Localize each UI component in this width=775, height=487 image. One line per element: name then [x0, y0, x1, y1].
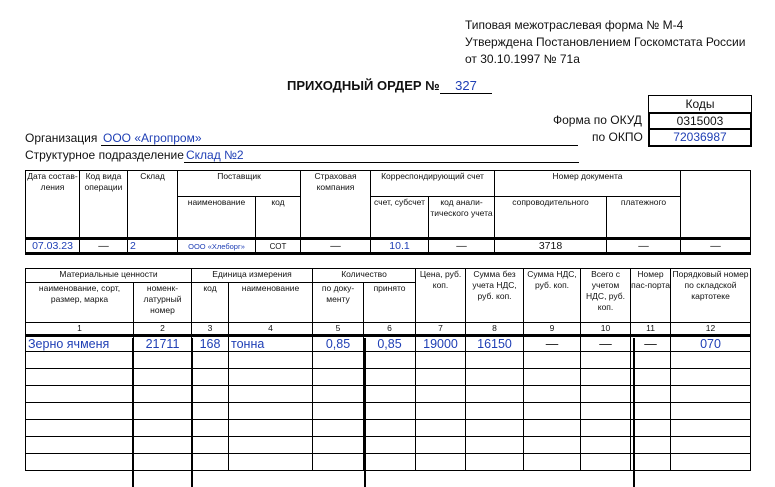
empty-cell[interactable]	[134, 369, 192, 386]
empty-cell[interactable]	[466, 437, 524, 454]
empty-cell[interactable]	[416, 352, 466, 369]
empty-cell[interactable]	[581, 420, 631, 437]
empty-cell[interactable]	[192, 386, 229, 403]
cell-corr-acc[interactable]: 10.1	[371, 239, 429, 254]
cell-date[interactable]: 07.03.23	[26, 239, 80, 254]
empty-cell[interactable]	[134, 352, 192, 369]
col-vat-header: Сумма НДС, руб. коп.	[524, 269, 581, 323]
col-unit-header: Единица измерения	[192, 269, 313, 283]
col-number: 12	[671, 323, 751, 336]
empty-cell[interactable]	[416, 386, 466, 403]
empty-cell[interactable]	[313, 369, 364, 386]
col-number: 5	[313, 323, 364, 336]
empty-cell[interactable]	[631, 437, 671, 454]
empty-cell[interactable]	[313, 386, 364, 403]
organization-field[interactable]: ООО «Агропром»	[101, 131, 578, 146]
cell-unit-code[interactable]: 168	[192, 336, 229, 352]
empty-cell[interactable]	[26, 403, 134, 420]
empty-cell[interactable]	[313, 454, 364, 471]
empty-cell[interactable]	[466, 403, 524, 420]
codes-header: Коды	[648, 95, 752, 113]
empty-cell[interactable]	[134, 420, 192, 437]
col-number: 9	[524, 323, 581, 336]
department-field[interactable]: Склад №2	[184, 148, 579, 163]
empty-cell[interactable]	[671, 386, 751, 403]
empty-cell[interactable]	[524, 403, 581, 420]
col-doc-header: Номер документа	[495, 171, 681, 197]
empty-cell[interactable]	[631, 352, 671, 369]
col-order-header: Порядковый номер по складской картотеке	[671, 269, 751, 323]
empty-cell[interactable]	[26, 437, 134, 454]
empty-cell[interactable]	[364, 403, 416, 420]
cell-store[interactable]: 2	[128, 239, 178, 254]
cell-supplier-code[interactable]: СОТ	[256, 239, 301, 254]
col-val-name-header: наименование, сорт, размер, марка	[26, 283, 134, 323]
col-number: 8	[466, 323, 524, 336]
empty-cell[interactable]	[313, 403, 364, 420]
empty-cell[interactable]	[134, 403, 192, 420]
cell-passport[interactable]: —	[631, 336, 671, 352]
page-title: ПРИХОДНЫЙ ОРДЕР №	[287, 78, 440, 93]
col-unit-name-header: наименование	[229, 283, 313, 323]
col-number: 1	[26, 323, 134, 336]
cell-doc-accomp[interactable]: 3718	[495, 239, 607, 254]
form-type-line: Типовая межотраслевая форма № М-4	[465, 18, 684, 32]
empty-cell[interactable]	[671, 369, 751, 386]
col-sum-header: Сумма без учета НДС, руб. коп.	[466, 269, 524, 323]
cell-num[interactable]: 21711	[134, 336, 192, 352]
empty-cell[interactable]	[192, 437, 229, 454]
empty-cell[interactable]	[192, 369, 229, 386]
empty-cell[interactable]	[26, 454, 134, 471]
table-row	[26, 454, 751, 471]
col-insurer-header: Страховая компания	[301, 171, 371, 239]
col-unit-code-header: код	[192, 283, 229, 323]
empty-cell[interactable]	[581, 386, 631, 403]
col-date-header: Дата состав-ления	[26, 171, 80, 239]
col-qty-acc-header: принято	[364, 283, 416, 323]
cell-insurer[interactable]: —	[301, 239, 371, 254]
empty-cell[interactable]	[364, 369, 416, 386]
col-doc-accomp-header: сопроводительного	[495, 197, 607, 239]
col-val-num-header: номенк-латурный номер	[134, 283, 192, 323]
empty-cell[interactable]	[581, 403, 631, 420]
empty-cell[interactable]	[134, 454, 192, 471]
empty-cell[interactable]	[313, 352, 364, 369]
col-number: 7	[416, 323, 466, 336]
col-supplier-header: Поставщик	[178, 171, 301, 197]
empty-cell[interactable]	[229, 454, 313, 471]
form-date-line: от 30.10.1997 № 71а	[465, 52, 580, 66]
table-row	[26, 239, 751, 254]
empty-cell[interactable]	[466, 352, 524, 369]
empty-cell[interactable]	[192, 454, 229, 471]
empty-cell[interactable]	[313, 420, 364, 437]
receipt-details-table	[25, 170, 751, 255]
col-operation-header: Код вида операции	[80, 171, 128, 239]
empty-cell[interactable]	[466, 454, 524, 471]
col-doc-pay-header: платежного	[607, 197, 681, 239]
col-extra-header	[681, 171, 751, 239]
empty-cell[interactable]	[229, 420, 313, 437]
empty-cell[interactable]	[631, 386, 671, 403]
cell-qty-doc[interactable]: 0,85	[313, 336, 364, 352]
empty-cell[interactable]	[671, 403, 751, 420]
empty-cell[interactable]	[313, 437, 364, 454]
empty-cell[interactable]	[631, 454, 671, 471]
form-approval-line: Утверждена Постановлением Госкомстата России	[465, 35, 746, 49]
empty-cell[interactable]	[524, 437, 581, 454]
cell-order[interactable]: 070	[671, 336, 751, 352]
cell-price[interactable]: 19000	[416, 336, 466, 352]
cell-unit-name[interactable]: тонна	[229, 336, 313, 352]
empty-cell[interactable]	[631, 403, 671, 420]
empty-cell[interactable]	[524, 369, 581, 386]
empty-cell[interactable]	[524, 386, 581, 403]
empty-cell[interactable]	[364, 454, 416, 471]
empty-cell[interactable]	[192, 352, 229, 369]
col-supplier-name-header: наименование	[178, 197, 256, 239]
empty-cell[interactable]	[229, 403, 313, 420]
cell-sum[interactable]: 16150	[466, 336, 524, 352]
empty-cell[interactable]	[671, 454, 751, 471]
empty-cell[interactable]	[229, 369, 313, 386]
cell-supplier-name[interactable]: ООО «Хлеборг»	[178, 239, 256, 254]
col-number: 2	[134, 323, 192, 336]
empty-cell[interactable]	[26, 352, 134, 369]
col-supplier-code-header: код	[256, 197, 301, 239]
okpo-label: по ОКПО	[592, 130, 643, 144]
order-number[interactable]: 327	[440, 78, 492, 94]
col-qty-header: Количество	[313, 269, 416, 283]
col-number: 11	[631, 323, 671, 336]
table-row	[26, 403, 751, 420]
empty-cell[interactable]	[524, 352, 581, 369]
col-number: 3	[192, 323, 229, 336]
empty-cell[interactable]	[466, 386, 524, 403]
empty-cell[interactable]	[364, 352, 416, 369]
cell-name[interactable]: Зерно ячменя	[26, 336, 134, 352]
empty-cell[interactable]	[581, 437, 631, 454]
empty-cell[interactable]	[416, 420, 466, 437]
table-row	[26, 369, 751, 386]
col-corr-acc-header: счет, субсчет	[371, 197, 429, 239]
empty-cell[interactable]	[466, 420, 524, 437]
table-row	[26, 386, 751, 403]
department-label: Структурное подразделение	[25, 148, 184, 162]
empty-cell[interactable]	[364, 386, 416, 403]
col-number: 4	[229, 323, 313, 336]
cell-corr-code[interactable]: —	[429, 239, 495, 254]
okud-code[interactable]: 0315003	[648, 112, 752, 130]
empty-cell[interactable]	[671, 437, 751, 454]
empty-cell[interactable]	[416, 369, 466, 386]
empty-cell[interactable]	[364, 437, 416, 454]
column-divider	[132, 338, 134, 487]
col-corr-header: Корреспондирующий счет	[371, 171, 495, 197]
cell-qty-acc[interactable]: 0,85	[364, 336, 416, 352]
col-values-header: Материальные ценности	[26, 269, 192, 283]
empty-cell[interactable]	[581, 369, 631, 386]
empty-cell[interactable]	[671, 352, 751, 369]
empty-cell[interactable]	[524, 454, 581, 471]
table-row	[26, 352, 751, 369]
column-divider	[364, 338, 366, 487]
empty-cell[interactable]	[524, 420, 581, 437]
col-passport-header: Номер пас-порта	[631, 269, 671, 323]
column-numbers-row	[26, 323, 751, 336]
col-price-header: Цена, руб. коп.	[416, 269, 466, 323]
cell-operation[interactable]: —	[80, 239, 128, 254]
col-total-header: Всего с учетом НДС, руб. коп.	[581, 269, 631, 323]
empty-cell[interactable]	[26, 369, 134, 386]
empty-cell[interactable]	[416, 403, 466, 420]
empty-cell[interactable]	[416, 437, 466, 454]
okud-label: Форма по ОКУД	[553, 113, 642, 127]
empty-cell[interactable]	[631, 369, 671, 386]
empty-cell[interactable]	[134, 437, 192, 454]
col-store-header: Склад	[128, 171, 178, 239]
empty-cell[interactable]	[364, 420, 416, 437]
cell-doc-pay[interactable]: —	[607, 239, 681, 254]
col-number: 6	[364, 323, 416, 336]
column-divider	[633, 338, 635, 487]
empty-cell[interactable]	[416, 454, 466, 471]
cell-total[interactable]: —	[581, 336, 631, 352]
empty-cell[interactable]	[229, 386, 313, 403]
empty-cell[interactable]	[229, 352, 313, 369]
cell-vat[interactable]: —	[524, 336, 581, 352]
empty-cell[interactable]	[581, 352, 631, 369]
col-corr-code-header: код анали-тического учета	[429, 197, 495, 239]
empty-cell[interactable]	[229, 437, 313, 454]
cell-extra[interactable]: —	[681, 239, 751, 254]
okpo-code[interactable]: 72036987	[648, 128, 752, 147]
empty-cell[interactable]	[192, 420, 229, 437]
empty-cell[interactable]	[581, 454, 631, 471]
col-number: 10	[581, 323, 631, 336]
organization-label: Организация	[25, 131, 98, 145]
column-divider	[191, 338, 193, 487]
table-row	[26, 420, 751, 437]
empty-cell[interactable]	[134, 386, 192, 403]
col-qty-doc-header: по доку-менту	[313, 283, 364, 323]
empty-cell[interactable]	[631, 420, 671, 437]
table-row	[26, 336, 751, 352]
empty-cell[interactable]	[466, 369, 524, 386]
table-row	[26, 437, 751, 454]
empty-cell[interactable]	[192, 403, 229, 420]
empty-cell[interactable]	[671, 420, 751, 437]
empty-cell[interactable]	[26, 420, 134, 437]
empty-cell[interactable]	[26, 386, 134, 403]
